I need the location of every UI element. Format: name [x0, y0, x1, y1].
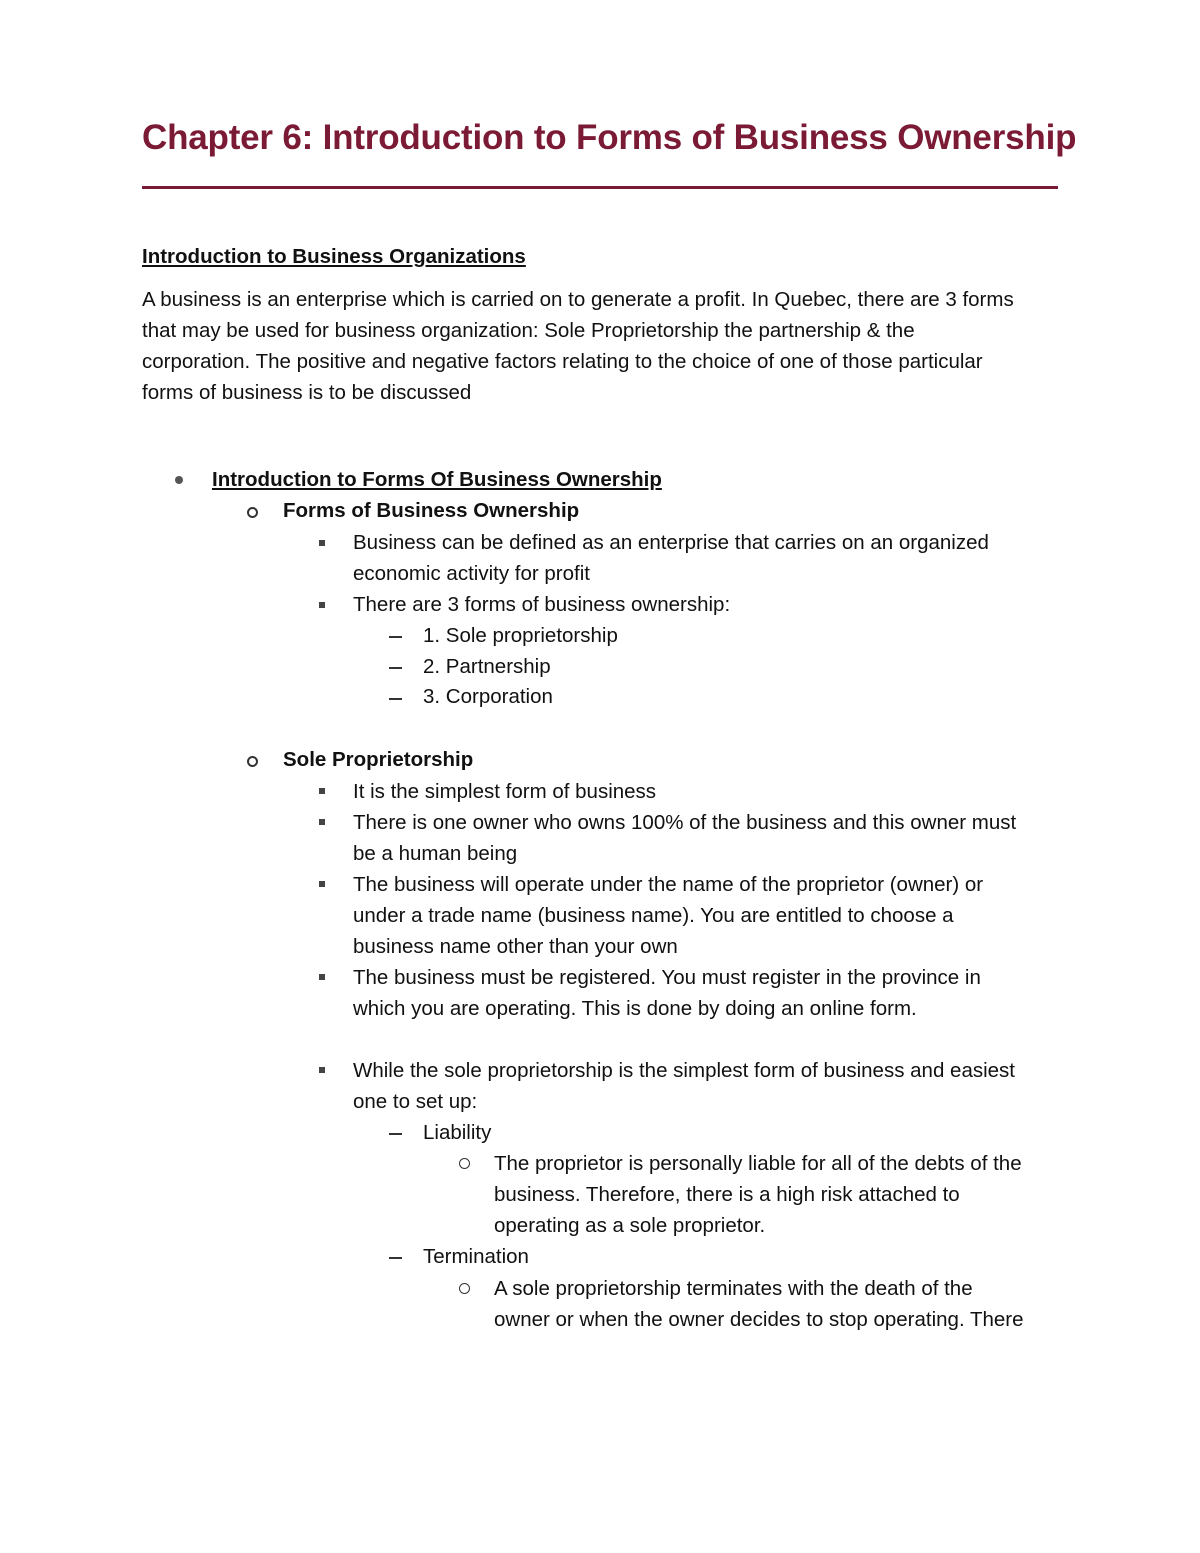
bullet-dot-icon	[175, 476, 183, 484]
bullet-circle-icon	[247, 756, 258, 767]
liability-label: Liability	[423, 1121, 492, 1144]
bullet-square-icon	[319, 819, 325, 825]
forms-bullet-line: There are 3 forms of business ownership:	[353, 593, 731, 616]
termination-line: A sole proprietorship terminates with the death of the	[494, 1277, 973, 1300]
bullet-circle-icon	[247, 507, 258, 518]
intro-line: forms of business is to be discussed	[142, 381, 472, 404]
form-item: 2. Partnership	[423, 655, 551, 678]
sole-bullet-line: It is the simplest form of business	[353, 780, 657, 803]
bullet-dash-icon	[389, 1257, 402, 1259]
forms-bullet-line: economic activity for profit	[353, 562, 590, 585]
sole-bullet-line: The business will operate under the name of the proprietor (owner) or	[353, 873, 984, 896]
bullet-square-icon	[319, 974, 325, 980]
form-item: 3. Corporation	[423, 685, 553, 708]
sole-heading: Sole Proprietorship	[283, 748, 474, 771]
intro-line: corporation. The positive and negative factors relating to the choice of one of those particular	[142, 350, 983, 373]
bullet-dash-icon	[389, 636, 402, 638]
termination-line: owner or when the owner decides to stop operating. There	[494, 1308, 1024, 1331]
bullet-square-icon	[319, 602, 325, 608]
title-divider	[142, 186, 1058, 189]
bullet-dash-icon	[389, 1133, 402, 1135]
bullet-circle-icon	[459, 1158, 470, 1169]
sole-bullet-line: be a human being	[353, 842, 518, 865]
while-line: While the sole proprietorship is the simplest form of business and easiest	[353, 1059, 1016, 1082]
outline-heading: Introduction to Forms Of Business Ownership	[212, 468, 662, 491]
bullet-square-icon	[319, 788, 325, 794]
sole-bullet-line: business name other than your own	[353, 935, 678, 958]
while-line: one to set up:	[353, 1090, 478, 1113]
liability-line: The proprietor is personally liable for all of the debts of the	[494, 1152, 1022, 1175]
bullet-dash-icon	[389, 667, 402, 669]
bullet-square-icon	[319, 1067, 325, 1073]
page-title: Chapter 6: Introduction to Forms of Business Ownership	[142, 118, 1077, 157]
bullet-circle-icon	[459, 1283, 470, 1294]
termination-label: Termination	[423, 1245, 529, 1268]
liability-line: operating as a sole proprietor.	[494, 1214, 766, 1237]
bullet-square-icon	[319, 540, 325, 546]
sole-bullet-line: There is one owner who owns 100% of the business and this owner must	[353, 811, 1017, 834]
sole-bullet-line: The business must be registered. You must register in the province in	[353, 966, 981, 989]
form-item: 1. Sole proprietorship	[423, 624, 618, 647]
forms-heading: Forms of Business Ownership	[283, 499, 580, 522]
forms-bullet-line: Business can be defined as an enterprise that carries on an organized	[353, 531, 989, 554]
liability-line: business. Therefore, there is a high risk attached to	[494, 1183, 960, 1206]
bullet-dash-icon	[389, 698, 402, 700]
intro-line: A business is an enterprise which is carried on to generate a profit. In Quebec, there are 3 forms	[142, 288, 1014, 311]
intro-heading: Introduction to Business Organizations	[142, 245, 526, 268]
intro-line: that may be used for business organization: Sole Proprietorship the partnership & the	[142, 319, 915, 342]
bullet-square-icon	[319, 881, 325, 887]
sole-bullet-line: under a trade name (business name). You are entitled to choose a	[353, 904, 954, 927]
sole-bullet-line: which you are operating. This is done by doing an online form.	[353, 997, 917, 1020]
